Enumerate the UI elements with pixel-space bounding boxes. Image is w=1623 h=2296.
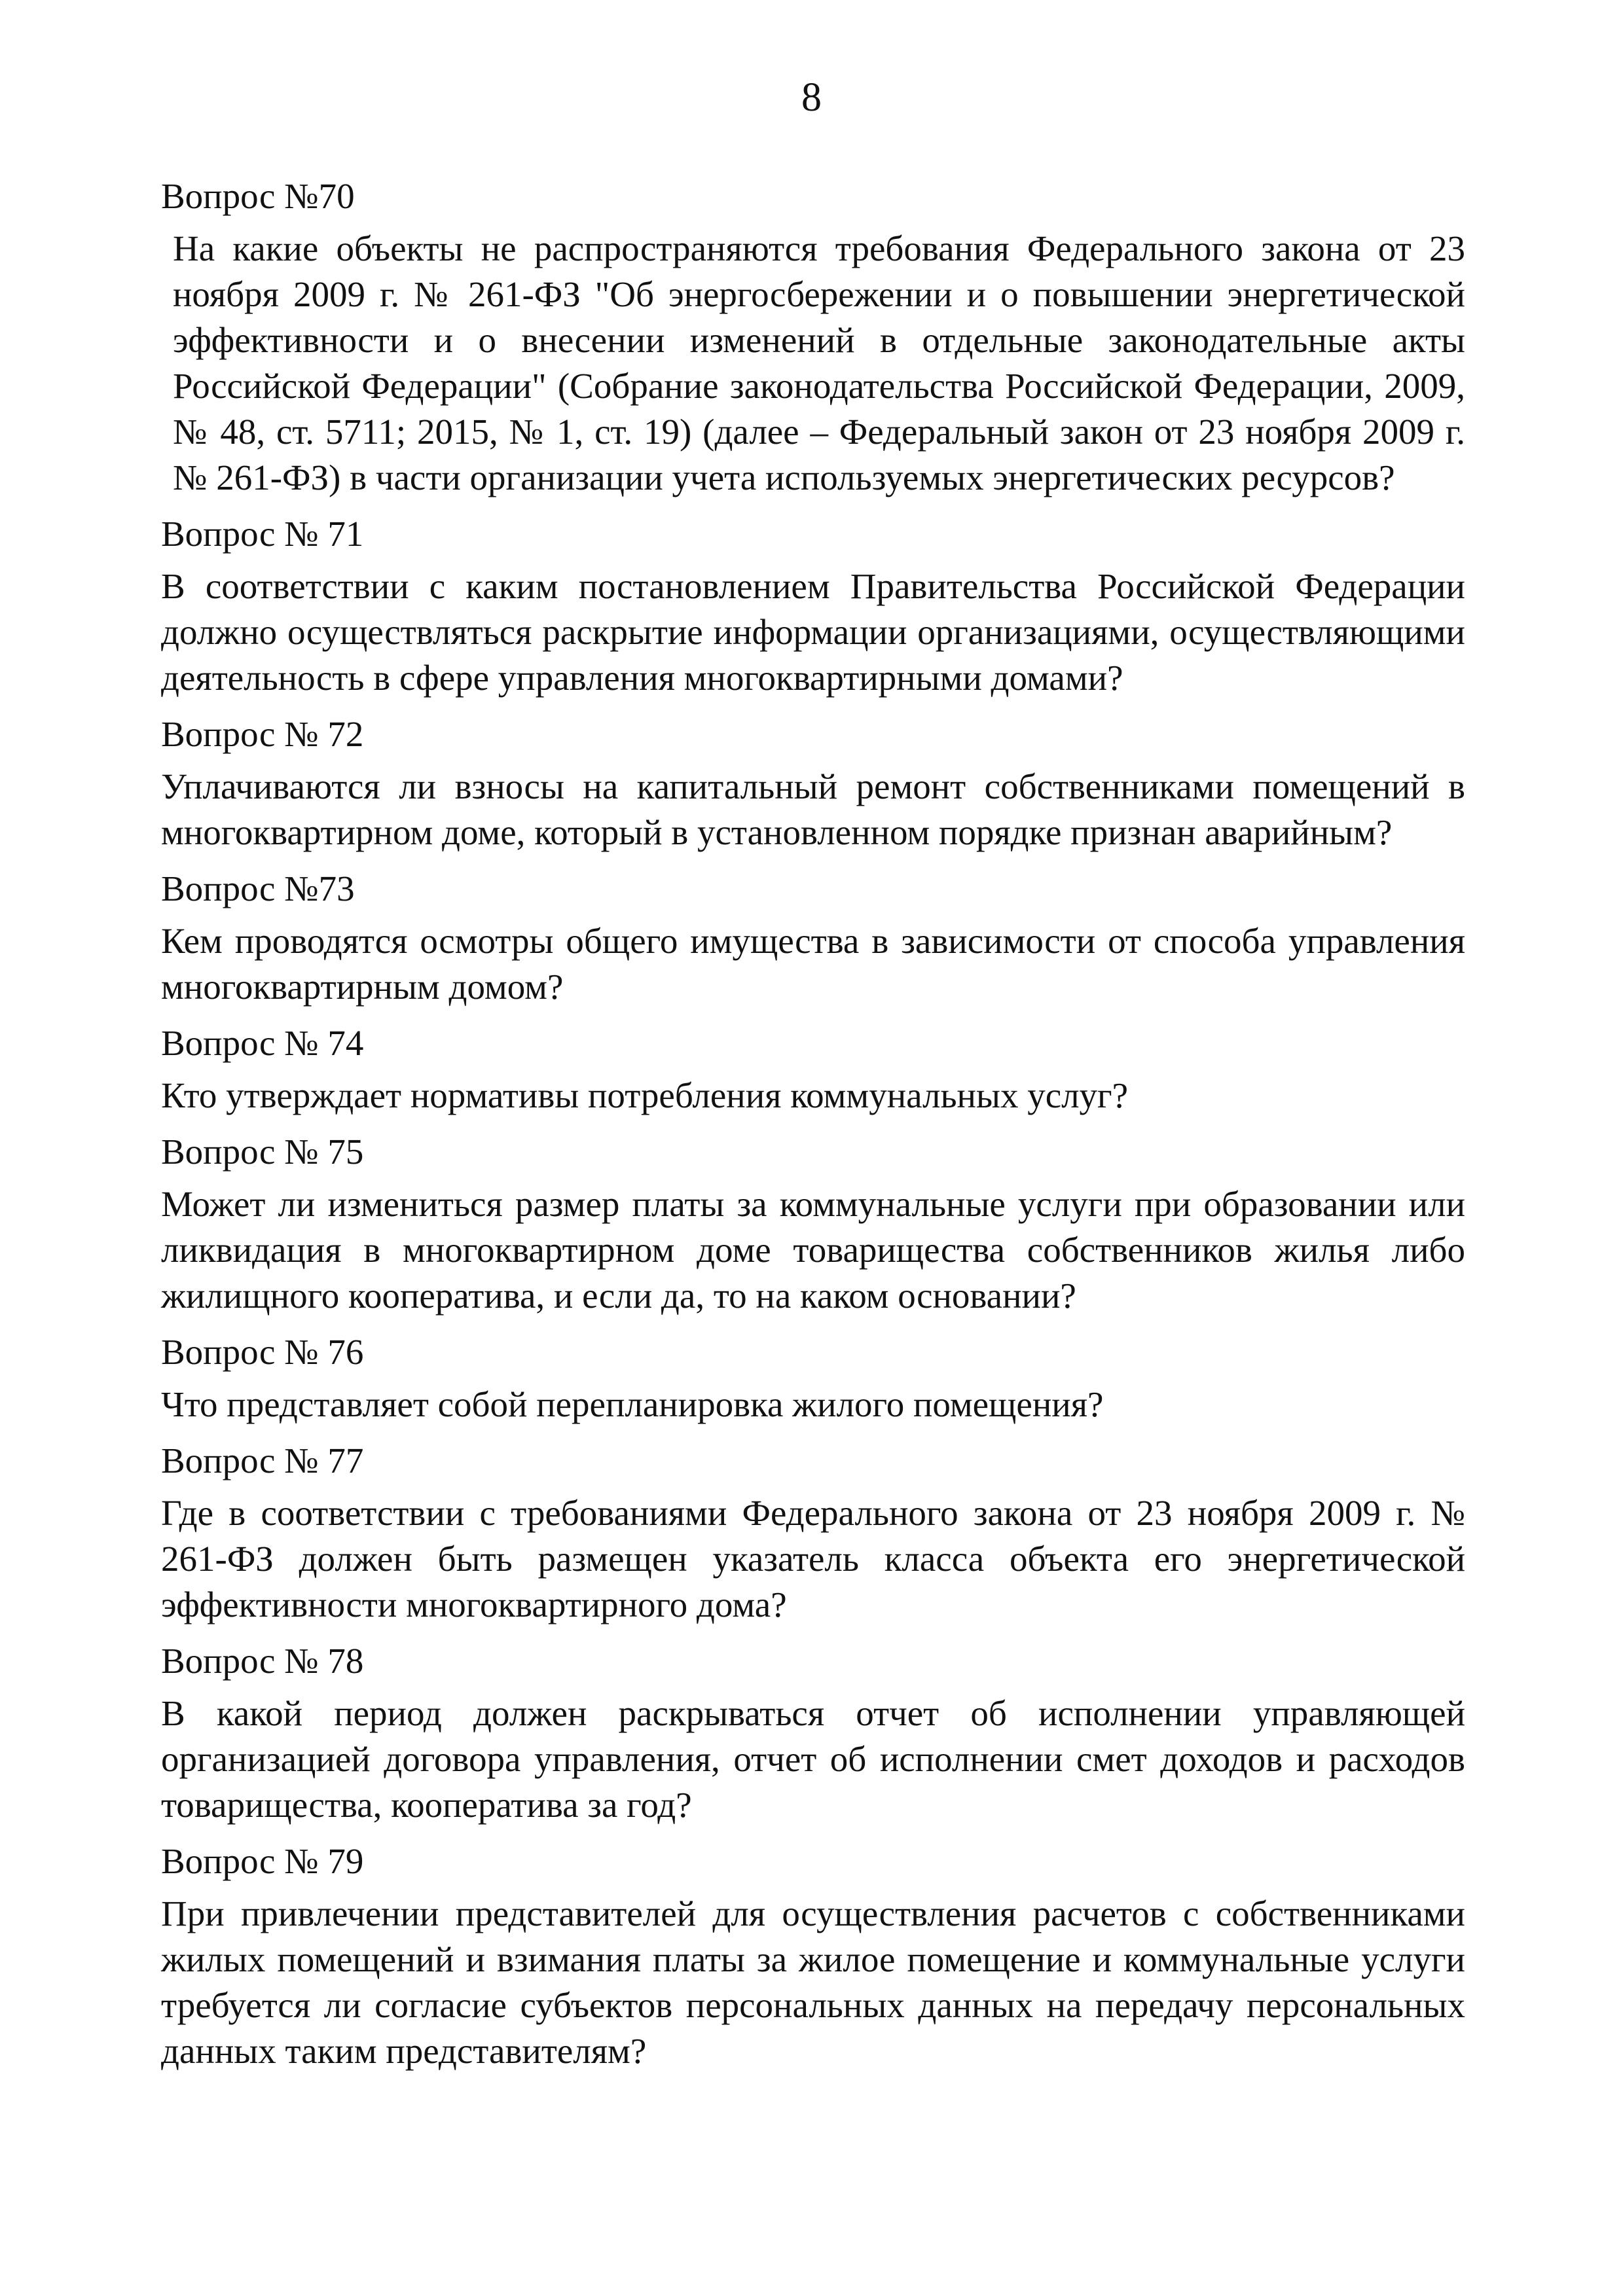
question-heading: Вопрос № 75: [161, 1132, 364, 1172]
question-text: На какие объекты не распространяются требования Федерального закона от 23 ноября 2009 г. № 261-ФЗ "Об энергосбережении и о повышении энергетической эффективности и о внесении изменений в отдельные законодательные акты Российской Федерации" (Собрание законодательства Российской Федерации, 2009, № 48, ст. 5711; 2015, № 1, ст. 19) (далее – Федеральный закон от 23 ноября 2009 г. № 261-ФЗ) в части организации учета используемых энергетических ресурсов?: [173, 228, 1465, 497]
question-heading: Вопрос № 78: [161, 1641, 364, 1681]
question-text: Может ли измениться размер платы за коммунальные услуги при образовании или ликвидация в многоквартирном доме товарищества собственников жилья либо жилищного кооператива, и если да, то на каком основании?: [161, 1184, 1465, 1316]
question-text: Кто утверждает нормативы потребления коммунальных услуг?: [161, 1075, 1129, 1115]
question-heading: Вопрос № 76: [161, 1332, 364, 1372]
question-text: При привлечении представителей для осуществления расчетов с собственниками жилых помещений и взимания платы за жилое помещение и коммунальные услуги требуется ли согласие субъектов персональных данных на передачу персональных данных таким представителям?: [161, 1893, 1465, 2071]
question-heading: Вопрос № 72: [161, 714, 364, 754]
question-list: [161, 173, 1465, 2085]
question-text: В соответствии с каким постановлением Правительства Российской Федерации должно осуществляться раскрытие информации организациями, осуществляющими деятельность в сфере управления многоквартирными домами?: [161, 566, 1465, 698]
question-heading: Вопрос № 74: [161, 1023, 364, 1063]
question-heading: Вопрос №70: [161, 176, 355, 216]
question-text: В какой период должен раскрываться отчет об исполнении управляющей организацией договора управления, отчет об исполнении смет доходов и расходов товарищества, кооператива за год?: [161, 1693, 1465, 1825]
question-text: Кем проводятся осмотры общего имущества в зависимости от способа управления многоквартирным домом?: [161, 921, 1465, 1007]
question-heading: Вопрос №73: [161, 869, 355, 908]
question-heading: Вопрос № 77: [161, 1441, 364, 1480]
page-number: 8: [801, 75, 822, 120]
question-text: Где в соответствии с требованиями Федерального закона от 23 ноября 2009 г. № 261-ФЗ должен быть размещен указатель класса объекта его энергетической эффективности многоквартирного дома?: [161, 1493, 1465, 1624]
question-heading: Вопрос № 71: [161, 514, 364, 554]
question-text: Уплачиваются ли взносы на капитальный ремонт собственниками помещений в многоквартирном доме, который в установленном порядке признан аварийным?: [161, 766, 1465, 852]
question-heading: Вопрос № 79: [161, 1841, 364, 1881]
question-text: Что представляет собой перепланировка жилого помещения?: [161, 1384, 1104, 1424]
